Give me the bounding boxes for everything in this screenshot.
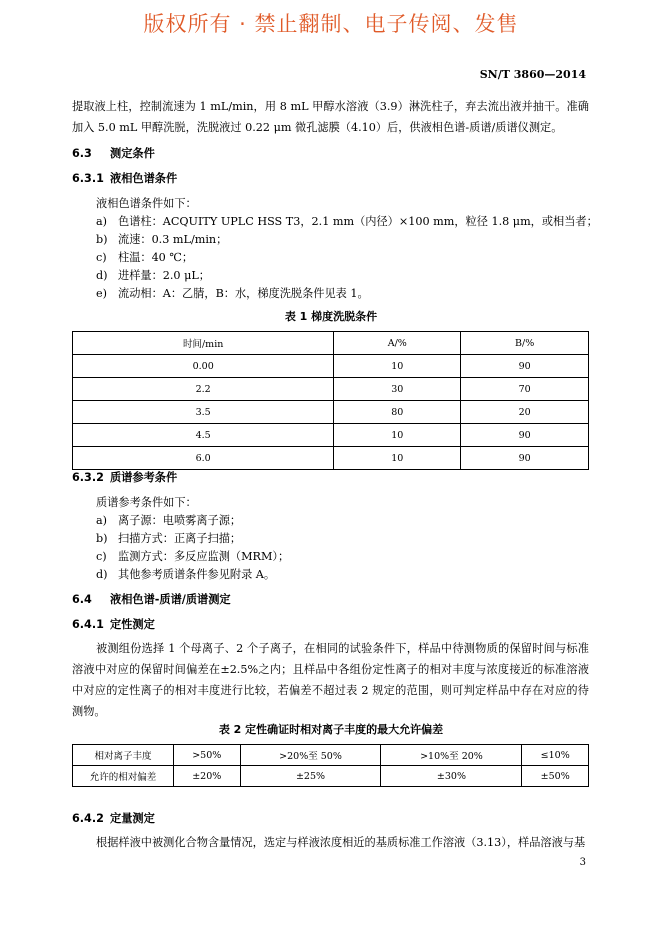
table-row: 6.0 10 90 bbox=[73, 447, 589, 470]
table-row: 4.5 10 90 bbox=[73, 424, 589, 447]
list-item: d) 其他参考质谱条件参见附录 A。 bbox=[96, 568, 276, 581]
section-title: 测定条件 bbox=[110, 147, 155, 160]
column-header: 时间/min bbox=[73, 332, 334, 355]
column-header: B/% bbox=[461, 332, 589, 355]
column-header: A/% bbox=[334, 332, 461, 355]
section-6-3-1-heading bbox=[72, 170, 177, 186]
ms-intro: 质谱参考条件如下： bbox=[96, 496, 197, 509]
intro-paragraph: 提取液上柱，控制流速为 1 mL/min，用 8 mL 甲醇水溶液（3.9）淋洗柱子，弃去流出液并抽干。准确加入 5.0 mL 甲醇洗脱，洗脱液过 0.22 μm 微孔滤膜（4.10）后，供液相色谱-质谱/质谱仪测定。 bbox=[72, 100, 589, 134]
list-item: b) 扫描方式：正离子扫描； bbox=[96, 532, 242, 545]
table-row: 2.2 30 70 bbox=[73, 378, 589, 401]
list-item: e) 流动相：A：乙腈，B：水，梯度洗脱条件见表 1。 bbox=[96, 287, 369, 300]
list-item: a) 离子源：电喷雾离子源； bbox=[96, 514, 242, 527]
section-number: 6.3 bbox=[72, 147, 92, 160]
list-item: c) 监测方式：多反应监测（MRM）； bbox=[96, 550, 290, 563]
section-number: 6.3.2 bbox=[72, 471, 104, 484]
section-6-3-2-heading bbox=[72, 469, 177, 485]
section-number: 6.4 bbox=[72, 593, 92, 606]
lc-intro: 液相色谱条件如下： bbox=[96, 197, 197, 210]
section-title: 定量测定 bbox=[110, 812, 155, 825]
section-number: 6.4.2 bbox=[72, 812, 104, 825]
list-item: c) 柱温：40 ℃； bbox=[96, 251, 194, 264]
table-row: 0.00 10 90 bbox=[73, 355, 589, 378]
table-row: 相对离子丰度 >50% >20%至 50% >10%至 20% ≤10% bbox=[73, 745, 589, 766]
page-number: 3 bbox=[579, 857, 586, 868]
table1-caption: 表 1 梯度洗脱条件 bbox=[284, 310, 378, 323]
list-item: a) 色谱柱：ACQUITY UPLC HSS T3，2.1 mm（内径）×100 mm，粒径 1.8 μm，或相当者； bbox=[96, 215, 598, 228]
table2-caption: 表 2 定性确证时相对离子丰度的最大允许偏差 bbox=[218, 723, 444, 736]
ion-abundance-table bbox=[72, 744, 589, 787]
section-6-4-2-heading bbox=[72, 810, 155, 826]
list-item: d) 进样量：2.0 μL； bbox=[96, 269, 210, 282]
gradient-table bbox=[72, 331, 589, 470]
section-title: 液相色谱条件 bbox=[110, 172, 178, 185]
section-title: 定性测定 bbox=[110, 618, 155, 631]
section-6-4-1-heading bbox=[72, 616, 155, 632]
section-number: 6.3.1 bbox=[72, 172, 104, 185]
watermark: 版权所有 · 禁止翻制、电子传阅、发售 bbox=[143, 12, 519, 36]
quantitative-paragraph: 根据样液中被测化合物含量情况，选定与样液浓度相近的基质标准工作溶液（3.13），样品溶液与基 bbox=[96, 836, 586, 849]
section-title: 液相色谱-质谱/质谱测定 bbox=[110, 593, 231, 606]
standard-number: SN/T 3860—2014 bbox=[479, 68, 586, 81]
section-6-4-heading bbox=[72, 591, 231, 607]
table-row: 3.5 80 20 bbox=[73, 401, 589, 424]
list-item: b) 流速：0.3 mL/min； bbox=[96, 233, 228, 246]
section-6-3-heading bbox=[72, 145, 155, 161]
table-header-row bbox=[73, 332, 589, 355]
section-title: 质谱参考条件 bbox=[110, 471, 178, 484]
table-row: 允许的相对偏差 ±20% ±25% ±30% ±50% bbox=[73, 766, 589, 787]
qualitative-paragraph: 被测组份选择 1 个母离子、2 个子离子，在相同的试验条件下，样品中待测物质的保留时间与标准溶液中对应的保留时间偏差在±2.5%之内；且样品中各组份定性离子的相对丰度与浓度接近的标准溶液中对应的定性离子的相对丰度进行比较，若偏差不超过表 2 规定的范围，则可判定样品中存在对应的待测物。 bbox=[72, 642, 589, 718]
section-number: 6.4.1 bbox=[72, 618, 104, 631]
